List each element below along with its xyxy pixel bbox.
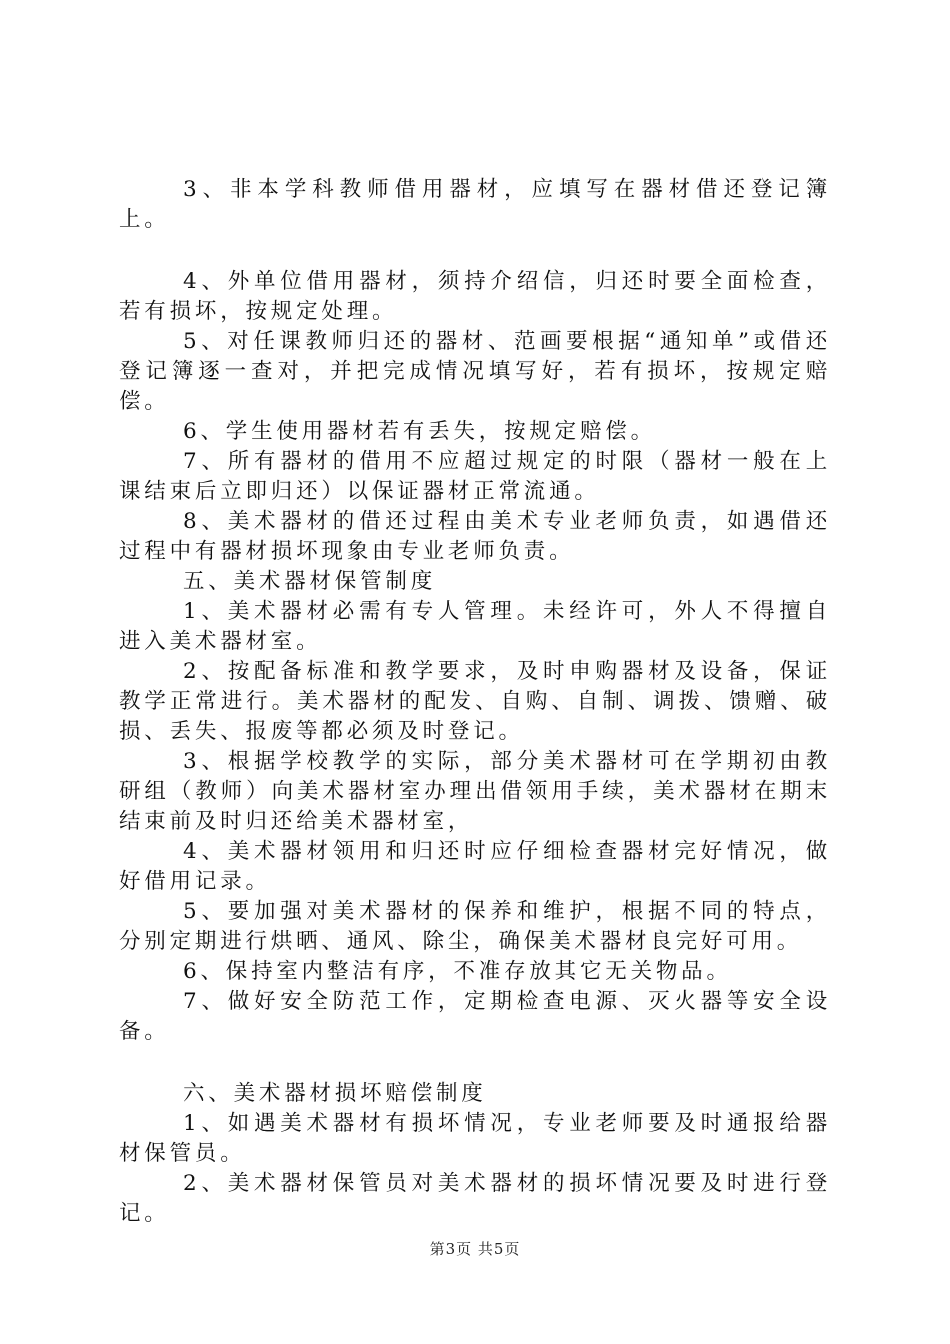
page-footer <box>0 1238 950 1259</box>
page-number-label: 第3页 共5页 <box>429 1240 521 1258</box>
document-body <box>119 175 831 1229</box>
paragraph: 6、学生使用器材若有丢失，按规定赔偿。 <box>183 419 656 444</box>
paragraph-gap <box>119 1047 831 1079</box>
paragraph: 4、外单位借用器材，须持介绍信，归还时要全面检查，若有损坏，按规定处理。 <box>119 269 831 324</box>
paragraph: 1、如遇美术器材有损坏情况，专业老师要及时通报给器材保管员。 <box>119 1111 831 1166</box>
paragraph-gap <box>119 235 831 267</box>
paragraph: 3、根据学校教学的实际，部分美术器材可在学期初由教研组（教师）向美术器材室办理出借领用手续，美术器材在期末结束前及时归还给美术器材室， <box>119 749 831 834</box>
paragraph: 5、要加强对美术器材的保养和维护，根据不同的特点，分别定期进行烘晒、通风、除尘，确保美术器材良完好可用。 <box>119 899 831 954</box>
paragraph: 2、美术器材保管员对美术器材的损坏情况要及时进行登记。 <box>119 1171 831 1226</box>
paragraph: 3、非本学科教师借用器材，应填写在器材借还登记簿上。 <box>119 177 831 232</box>
paragraph: 4、美术器材领用和归还时应仔细检查器材完好情况，做好借用记录。 <box>119 839 831 894</box>
paragraph: 8、美术器材的借还过程由美术专业老师负责，如遇借还过程中有器材损坏现象由专业老师负责。 <box>119 509 831 564</box>
section-heading: 六、美术器材损坏赔偿制度 <box>183 1081 487 1106</box>
paragraph: 1、美术器材必需有专人管理。未经许可，外人不得擅自进入美术器材室。 <box>119 599 831 654</box>
paragraph: 7、所有器材的借用不应超过规定的时限（器材一般在上课结束后立即归还）以保证器材正常流通。 <box>119 449 831 504</box>
paragraph: 6、保持室内整洁有序，不准存放其它无关物品。 <box>183 959 732 984</box>
section-heading: 五、美术器材保管制度 <box>183 569 437 594</box>
paragraph: 5、对任课教师归还的器材、范画要根据“通知单”或借还登记簿逐一查对，并把完成情况填写好，若有损坏，按规定赔偿。 <box>119 329 831 414</box>
paragraph: 2、按配备标准和教学要求，及时申购器材及设备，保证教学正常进行。美术器材的配发、自购、自制、调拨、馈赠、破损、丢失、报废等都必须及时登记。 <box>119 659 831 744</box>
paragraph: 7、做好安全防范工作，定期检查电源、灭火器等安全设备。 <box>119 989 831 1044</box>
